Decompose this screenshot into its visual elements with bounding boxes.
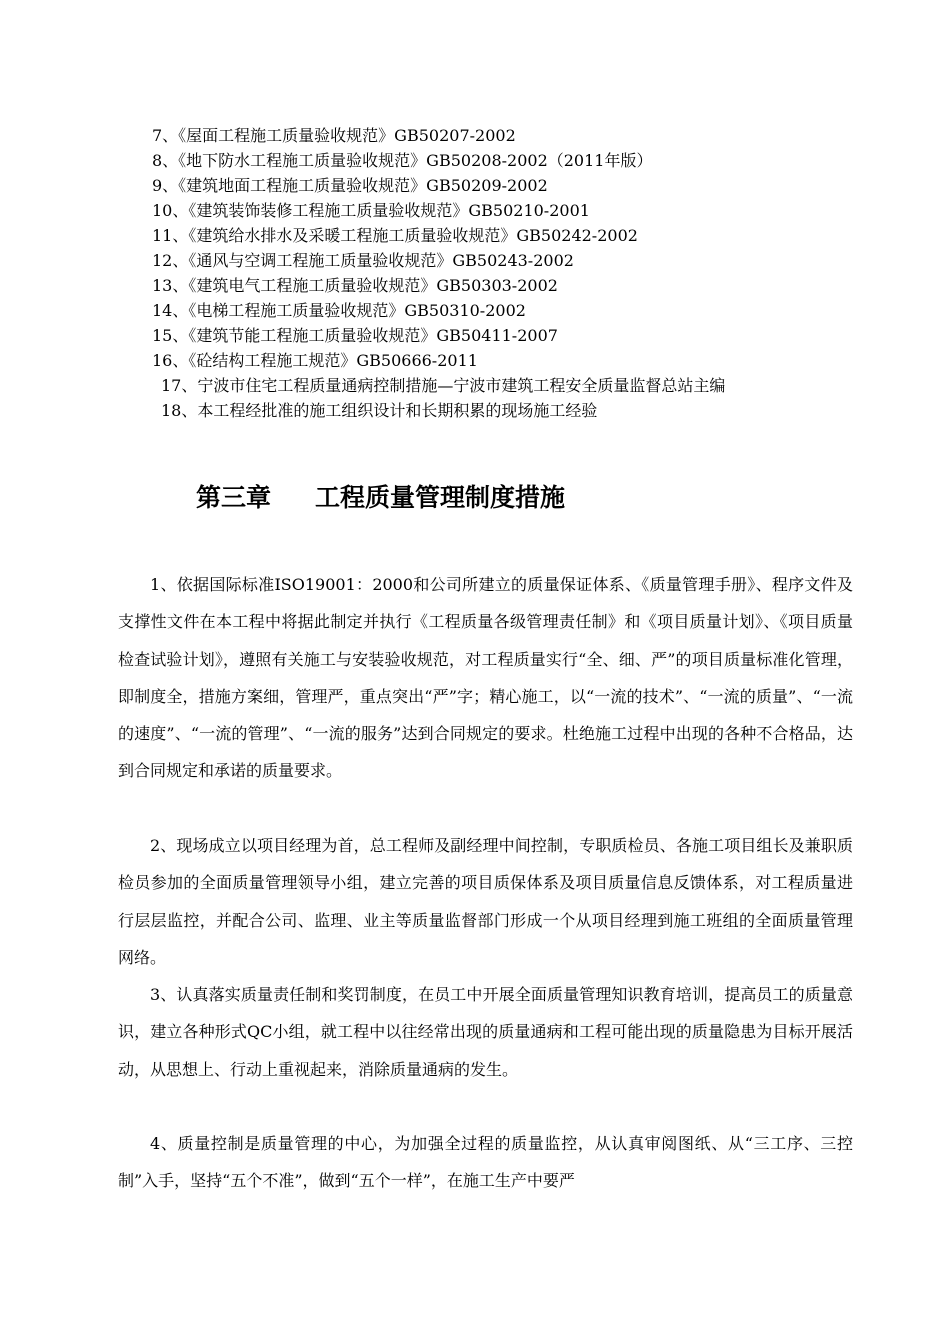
reference-item: 16、《砼结构工程施工规范》GB50666-2011 [152, 351, 478, 370]
body-paragraph: 3、认真落实质量责任制和奖罚制度，在员工中开展全面质量管理知识教育培训，提高员工的质量意识，建立各种形式QC小组，就工程中以往经常出现的质量通病和工程可能出现的质量隐患为目标开展活动，从思想上、行动上重视起来，消除质量通病的发生。 [118, 985, 853, 1079]
reference-item: 12、《通风与空调工程施工质量验收规范》GB50243-2002 [152, 251, 574, 270]
reference-item: 15、《建筑节能工程施工质量验收规范》GB50411-2007 [152, 326, 558, 345]
reference-item: 7、《屋面工程施工质量验收规范》GB50207-2002 [152, 126, 516, 145]
chapter-heading [196, 480, 565, 516]
body-paragraph: 1、依据国际标准ISO19001：2000和公司所建立的质量保证体系、《质量管理手册》、程序文件及支撑性文件在本工程中将据此制定并执行《工程质量各级管理责任制》和《项目质量计划》、《项目质量检查试验计划》，遵照有关施工与安装验收规范，对工程质量实行“全、细、严”的项目质量标准化管理，即制度全，措施方案细，管理严，重点突出“严”字；精心施工，以“一流的技术”、“一流的质量”、“一流的速度”、“一流的管理”、“一流的服务”达到合同规定的要求。杜绝施工过程中出现的各种不合格品，达到合同规定和承诺的质量要求。 [118, 575, 853, 781]
reference-item: 10、《建筑装饰装修工程施工质量验收规范》GB50210-2001 [152, 201, 590, 220]
chapter-number: 第三章 [196, 483, 272, 512]
reference-item: 14、《电梯工程施工质量验收规范》GB50310-2002 [152, 301, 526, 320]
reference-item: 17、宁波市住宅工程质量通病控制措施—宁波市建筑工程安全质量监督总站主编 [161, 376, 726, 395]
reference-item: 13、《建筑电气工程施工质量验收规范》GB50303-2002 [152, 276, 558, 295]
body-paragraph: 2、现场成立以项目经理为首，总工程师及副经理中间控制，专职质检员、各施工项目组长及兼职质检员参加的全面质量管理领导小组，建立完善的项目质保体系及项目质量信息反馈体系，对工程质量进行层层监控，并配合公司、监理、业主等质量监督部门形成一个从项目经理到施工班组的全面质量管理网络。 [118, 836, 853, 967]
reference-item: 18、本工程经批准的施工组织设计和长期积累的现场施工经验 [161, 401, 598, 420]
chapter-title: 工程质量管理制度措施 [315, 483, 566, 512]
reference-item: 11、《建筑给水排水及采暖工程施工质量验收规范》GB50242-2002 [152, 226, 638, 245]
reference-item: 9、《建筑地面工程施工质量验收规范》GB50209-2002 [152, 176, 548, 195]
reference-item: 8、《地下防水工程施工质量验收规范》GB50208-2002（2011年版） [152, 151, 653, 170]
body-paragraph: 4、质量控制是质量管理的中心，为加强全过程的质量监控，从认真审阅图纸、从“三工序、三控制”入手，坚持“五个不准”，做到“五个一样”，在施工生产中要严 [118, 1134, 853, 1191]
